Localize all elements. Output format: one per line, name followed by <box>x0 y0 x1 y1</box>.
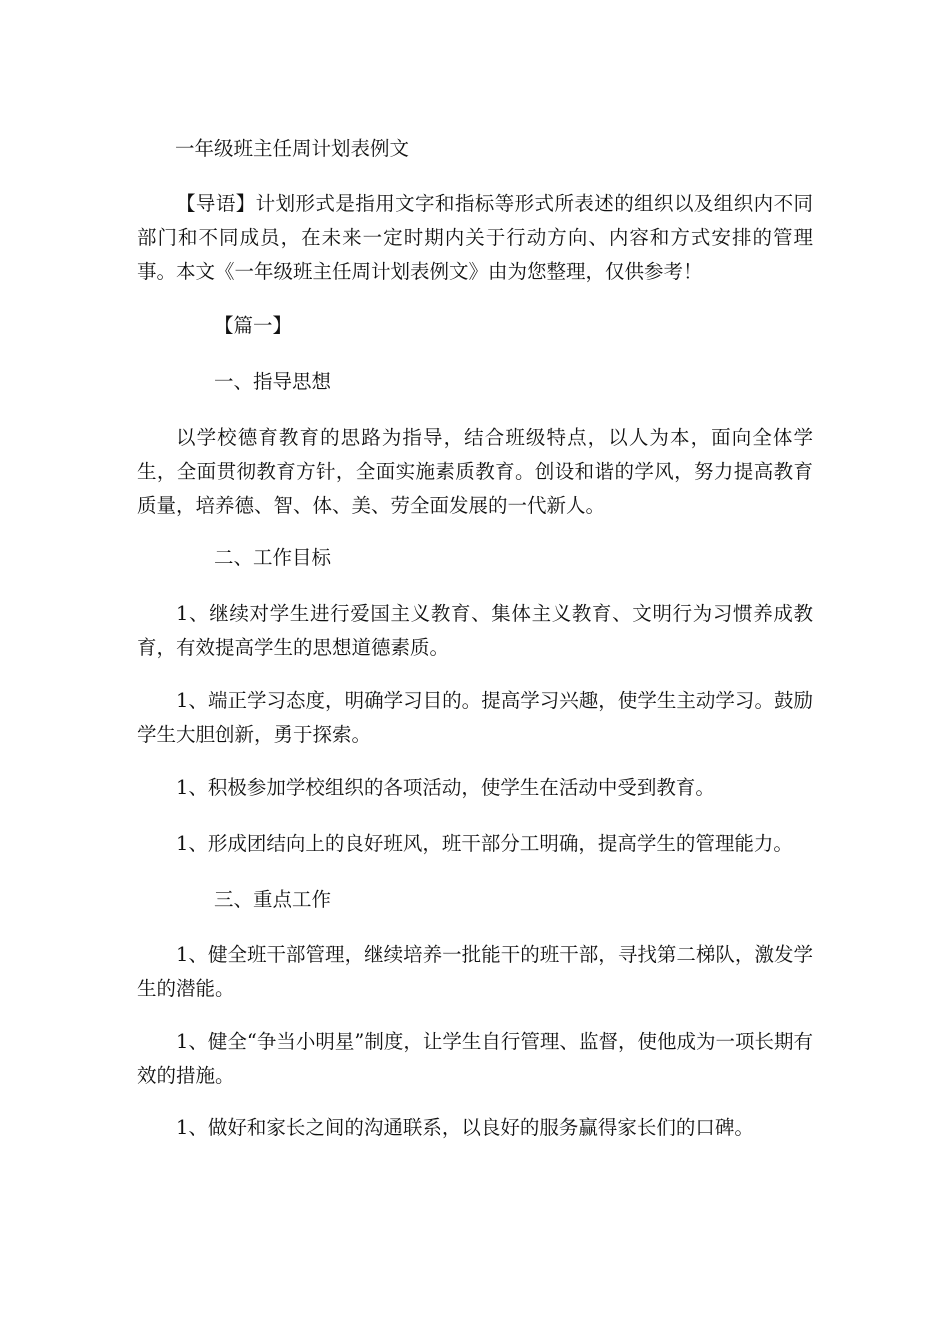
section-heading-work-goals: 二、工作目标 <box>214 546 332 569</box>
section-paragraph: 1、健全“争当小明星”制度，让学生自行管理、监督，使他成为一项长期有效的措施。 <box>137 1030 813 1087</box>
section-heading-key-work: 三、重点工作 <box>214 888 332 911</box>
section-heading-guiding-ideology: 一、指导思想 <box>214 370 332 393</box>
section-paragraph: 1、形成团结向上的良好班风，班干部分工明确，提高学生的管理能力。 <box>176 832 793 855</box>
section-paragraph: 1、端正学习态度，明确学习目的。提高学习兴趣，使学生主动学习。鼓励学生大胆创新，勇于探索。 <box>137 689 813 746</box>
section-paragraph: 1、健全班干部管理，继续培养一批能干的班干部，寻找第二梯队，激发学生的潜能。 <box>137 943 813 1000</box>
section-paragraph: 1、继续对学生进行爱国主义教育、集体主义教育、文明行为习惯养成教育，有效提高学生的思想道德素质。 <box>137 602 813 659</box>
document-title: 一年级班主任周计划表例文 <box>175 137 410 160</box>
part-label: 【篇一】 <box>214 314 293 337</box>
intro-paragraph: 【导语】计划形式是指用文字和指标等形式所表述的组织以及组织内不同部门和不同成员，在未来一定时期内关于行动方向、内容和方式安排的管理事。本文《一年级班主任周计划表例文》由为您整理，仅供参考！ <box>137 192 813 283</box>
section-paragraph: 1、积极参加学校组织的各项活动，使学生在活动中受到教育。 <box>176 776 715 799</box>
section-paragraph: 1、做好和家长之间的沟通联系，以良好的服务赢得家长们的口碑。 <box>176 1116 754 1139</box>
section-paragraph: 以学校德育教育的思路为指导，结合班级特点，以人为本，面向全体学生，全面贯彻教育方针，全面实施素质教育。创设和谐的学风，努力提高教育质量，培养德、智、体、美、劳全面发展的一代新人。 <box>137 426 813 517</box>
